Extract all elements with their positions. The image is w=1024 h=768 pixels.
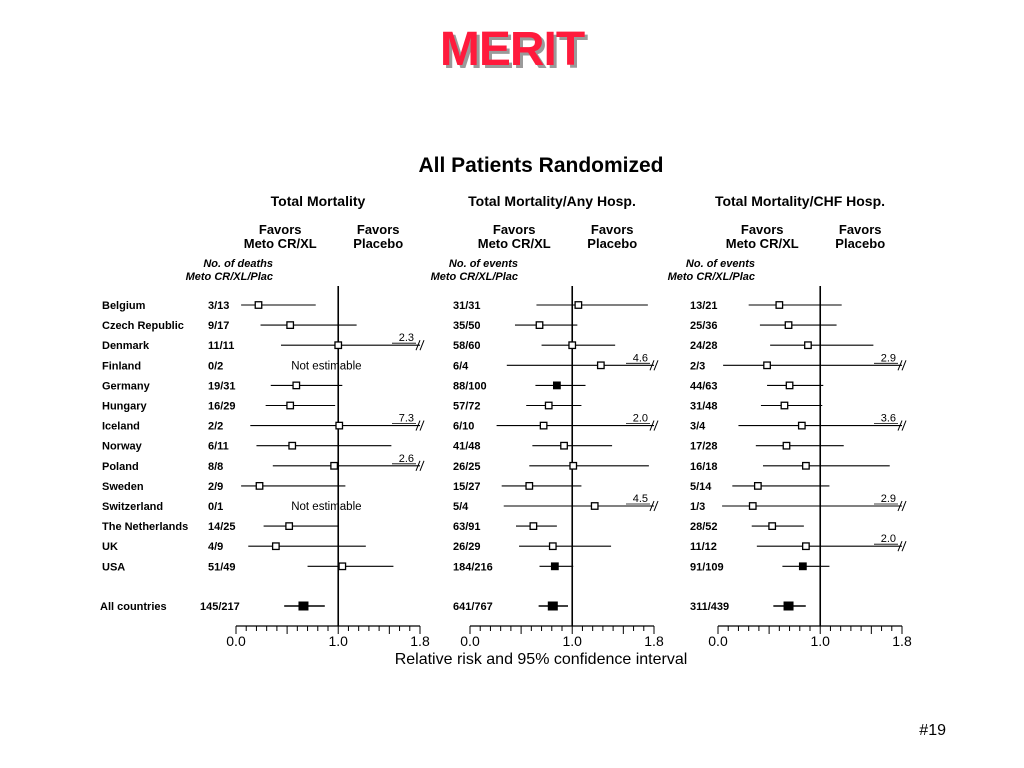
point-estimate — [293, 382, 300, 389]
x-axis-label: Relative risk and 95% confidence interval — [394, 651, 688, 668]
overall-count: 641/767 — [453, 601, 493, 613]
point-estimate — [536, 322, 543, 329]
point-estimate — [256, 483, 263, 490]
point-estimate — [336, 422, 343, 429]
event-count: 41/48 — [453, 440, 481, 453]
point-estimate — [764, 362, 771, 369]
not-estimable-note: Not estimable — [291, 501, 362, 513]
point-estimate — [569, 342, 576, 349]
clip-value-label: 2.9 — [880, 352, 896, 365]
country-label: The Netherlands — [102, 521, 189, 534]
country-label: UK — [102, 541, 118, 554]
point-estimate — [783, 442, 790, 449]
clip-value-label: 4.6 — [632, 352, 648, 365]
event-count: 26/25 — [453, 460, 481, 473]
event-count: 1/3 — [690, 501, 706, 513]
x-tick-label: 1.8 — [644, 633, 664, 649]
event-count: 5/4 — [453, 501, 469, 513]
favors-right-label: Favors — [838, 222, 882, 237]
clip-value-label: 2.3 — [398, 332, 414, 345]
favors-left-label: Meto CR/XL — [725, 236, 799, 251]
point-estimate — [287, 322, 294, 329]
count-header: Meto CR/XL/Plac — [185, 271, 273, 283]
clip-mark — [420, 340, 424, 350]
favors-left-label: Meto CR/XL — [243, 236, 317, 251]
clip-mark — [654, 360, 658, 370]
event-count: 24/28 — [690, 340, 718, 353]
clip-value-label: 2.0 — [632, 412, 648, 425]
point-estimate — [550, 543, 557, 550]
event-count: 17/28 — [690, 440, 718, 453]
point-estimate — [805, 342, 812, 349]
clip-value-label: 7.3 — [398, 412, 414, 425]
event-count: 88/100 — [453, 380, 487, 393]
favors-left-label: Favors — [740, 222, 784, 237]
overall-estimate — [784, 602, 794, 611]
country-label: Poland — [102, 460, 139, 473]
event-count: 31/48 — [690, 400, 718, 413]
clip-value-label: 2.0 — [880, 533, 896, 546]
slide-title: MERIT — [439, 23, 585, 76]
favors-left-label: Favors — [258, 222, 302, 237]
point-estimate — [289, 442, 296, 449]
event-count: 2/3 — [690, 360, 706, 373]
event-count: 44/63 — [690, 380, 718, 393]
overall-estimate — [298, 602, 308, 611]
point-estimate — [530, 523, 537, 530]
count-header: No. of deaths — [203, 258, 273, 270]
x-tick-label: 1.0 — [810, 633, 830, 649]
event-count: 6/11 — [208, 440, 229, 453]
country-label: Czech Republic — [102, 320, 184, 333]
point-estimate — [803, 543, 810, 550]
event-count: 91/109 — [690, 561, 724, 574]
x-tick-label: 0.0 — [708, 633, 728, 649]
overall-count: 311/439 — [690, 601, 730, 613]
point-estimate — [526, 483, 533, 490]
point-estimate — [552, 563, 559, 570]
event-count: 2/9 — [208, 480, 224, 493]
event-count: 4/9 — [208, 541, 224, 554]
point-estimate — [755, 483, 762, 490]
clip-mark — [902, 541, 906, 551]
count-header: Meto CR/XL/Plac — [667, 271, 755, 283]
x-tick-label: 1.0 — [328, 633, 348, 649]
event-count: 14/25 — [208, 521, 236, 534]
event-count: 11/12 — [690, 541, 717, 554]
point-estimate — [776, 302, 783, 309]
clip-mark — [420, 461, 424, 471]
point-estimate — [803, 463, 810, 470]
event-count: 63/91 — [453, 521, 481, 534]
overall-count: 145/217 — [200, 601, 240, 613]
event-count: 35/50 — [453, 320, 481, 333]
favors-right-label: Placebo — [835, 236, 886, 251]
country-label: Hungary — [102, 400, 147, 413]
favors-right-label: Placebo — [587, 236, 638, 251]
event-count: 16/18 — [690, 460, 718, 473]
favors-right-label: Favors — [356, 222, 400, 237]
event-count: 9/17 — [208, 320, 230, 333]
point-estimate — [540, 422, 547, 429]
point-estimate — [785, 322, 792, 329]
panel-title: Total Mortality/Any Hosp. — [468, 193, 636, 209]
event-count: 57/72 — [453, 400, 481, 413]
event-count: 28/52 — [690, 521, 718, 534]
point-estimate — [591, 503, 598, 510]
favors-right-label: Placebo — [353, 236, 404, 251]
event-count: 58/60 — [453, 340, 481, 353]
event-count: 13/21 — [690, 300, 718, 312]
favors-left-label: Meto CR/XL — [477, 236, 551, 251]
event-count: 26/29 — [453, 541, 481, 554]
point-estimate — [331, 463, 338, 470]
x-tick-label: 0.0 — [226, 633, 246, 649]
not-estimable-note: Not estimable — [291, 360, 362, 373]
point-estimate — [786, 382, 793, 389]
point-estimate — [781, 402, 788, 409]
count-header: No. of events — [685, 258, 755, 270]
overall-label: All countries — [100, 601, 167, 613]
point-estimate — [554, 382, 561, 389]
point-estimate — [575, 302, 582, 309]
clip-mark — [902, 360, 906, 370]
point-estimate — [561, 442, 568, 449]
clip-mark — [654, 421, 658, 431]
clip-value-label: 3.6 — [880, 412, 896, 425]
point-estimate — [273, 543, 280, 550]
point-estimate — [545, 402, 552, 409]
favors-right-label: Favors — [590, 222, 634, 237]
point-estimate — [335, 342, 342, 349]
point-estimate — [339, 563, 346, 570]
event-count: 0/1 — [208, 501, 224, 513]
country-label: Sweden — [102, 480, 144, 493]
clip-value-label: 2.9 — [880, 493, 896, 505]
panel-title: Total Mortality — [270, 193, 366, 209]
point-estimate — [598, 362, 605, 369]
x-tick-label: 1.0 — [562, 633, 582, 649]
event-count: 5/14 — [690, 480, 712, 493]
clip-value-label: 2.6 — [398, 452, 414, 465]
country-label: Germany — [102, 380, 150, 393]
count-header: No. of events — [448, 258, 518, 270]
event-count: 3/13 — [208, 300, 230, 312]
event-count: 6/4 — [453, 360, 469, 373]
event-count: 15/27 — [453, 480, 481, 493]
panel-title: Total Mortality/CHF Hosp. — [714, 193, 886, 209]
clip-value-label: 4.5 — [632, 493, 648, 505]
clip-mark — [654, 501, 658, 511]
country-label: Denmark — [102, 340, 150, 353]
slide-number: #19 — [919, 722, 946, 739]
country-label: Norway — [102, 440, 142, 453]
event-count: 2/2 — [208, 420, 224, 433]
favors-left-label: Favors — [492, 222, 536, 237]
point-estimate — [769, 523, 776, 530]
event-count: 16/29 — [208, 400, 236, 413]
x-tick-label: 1.8 — [410, 633, 430, 649]
x-tick-label: 1.8 — [892, 633, 912, 649]
country-label: Finland — [102, 360, 142, 373]
event-count: 184/216 — [453, 561, 493, 574]
point-estimate — [799, 422, 806, 429]
point-estimate — [800, 563, 807, 570]
point-estimate — [255, 302, 262, 309]
event-count: 8/8 — [208, 460, 224, 473]
event-count: 6/10 — [453, 420, 475, 433]
country-label: Belgium — [102, 300, 146, 312]
country-label: Iceland — [102, 420, 140, 433]
event-count: 3/4 — [690, 420, 706, 433]
event-count: 11/11 — [208, 340, 235, 353]
x-tick-label: 0.0 — [460, 633, 480, 649]
event-count: 0/2 — [208, 360, 224, 373]
clip-mark — [902, 421, 906, 431]
event-count: 25/36 — [690, 320, 718, 333]
event-count: 51/49 — [208, 561, 236, 574]
overall-estimate — [548, 602, 558, 611]
chart-title: All Patients Randomized — [418, 154, 664, 177]
clip-mark — [420, 421, 424, 431]
country-label: Switzerland — [102, 501, 164, 513]
clip-mark — [902, 501, 906, 511]
count-header: Meto CR/XL/Plac — [430, 271, 518, 283]
point-estimate — [750, 503, 757, 510]
point-estimate — [570, 463, 577, 470]
event-count: 19/31 — [208, 380, 236, 393]
point-estimate — [286, 523, 293, 530]
country-label: USA — [102, 561, 126, 574]
event-count: 31/31 — [453, 300, 481, 312]
point-estimate — [287, 402, 294, 409]
